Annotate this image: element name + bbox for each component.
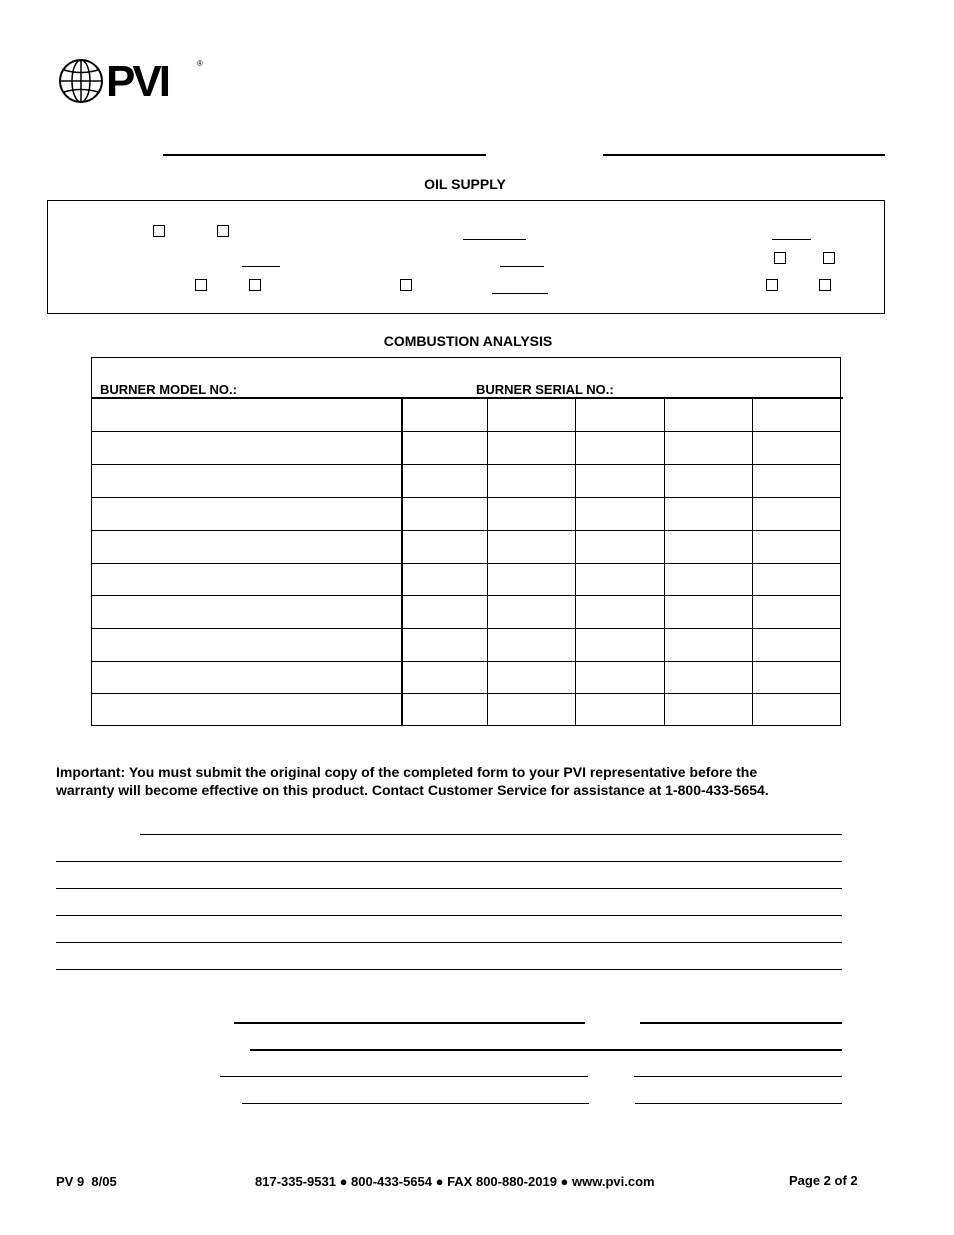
oil-supply-box — [47, 200, 885, 314]
burner-model-label: BURNER MODEL NO.: — [100, 382, 237, 397]
info-line[interactable] — [220, 1076, 588, 1077]
globe-icon — [58, 58, 104, 104]
table-row-divider — [92, 530, 840, 531]
oil-checkbox[interactable] — [217, 225, 229, 237]
table-row-divider — [92, 464, 840, 465]
logo — [56, 56, 216, 104]
comment-line[interactable] — [56, 888, 842, 889]
form-id: PV 9 8/05 — [56, 1174, 117, 1189]
table-col-divider — [487, 398, 488, 726]
contact-info: 817-335-9531 ● 800-433-5654 ● FAX 800-880-2019 ● www.pvi.com — [255, 1174, 655, 1189]
oil-field-line[interactable] — [242, 266, 280, 267]
signature-line[interactable] — [234, 1022, 585, 1024]
info-line[interactable] — [250, 1049, 842, 1051]
comment-line[interactable] — [56, 861, 842, 862]
oil-field-line[interactable] — [772, 239, 811, 240]
important-notice — [56, 763, 936, 799]
table-row-divider — [92, 497, 840, 498]
info-line[interactable] — [635, 1103, 842, 1104]
comment-line[interactable] — [56, 942, 842, 943]
oil-field-line[interactable] — [463, 239, 526, 240]
table-col-divider — [575, 398, 576, 726]
table-header-divider — [91, 397, 843, 399]
oil-checkbox[interactable] — [774, 252, 786, 264]
table-col-divider — [401, 398, 403, 726]
table-row-divider — [92, 563, 840, 564]
top-field-line-right[interactable] — [603, 154, 885, 156]
oil-checkbox[interactable] — [400, 279, 412, 291]
oil-supply-title: OIL SUPPLY — [424, 176, 506, 192]
oil-checkbox[interactable] — [153, 225, 165, 237]
logo-text: PVI — [106, 57, 168, 106]
combustion-title: COMBUSTION ANALYSIS — [383, 333, 553, 349]
important-notice-line1: Important: You must submit the original copy of the completed form to your PVI representative before the — [56, 764, 758, 780]
table-row-divider — [92, 693, 840, 694]
oil-checkbox[interactable] — [249, 279, 261, 291]
comment-line[interactable] — [140, 834, 842, 835]
table-row-divider — [92, 431, 840, 432]
comment-line[interactable] — [56, 915, 842, 916]
oil-checkbox[interactable] — [195, 279, 207, 291]
info-line[interactable] — [242, 1103, 589, 1104]
table-col-divider — [664, 398, 665, 726]
oil-checkbox[interactable] — [819, 279, 831, 291]
table-col-divider — [752, 398, 753, 726]
oil-field-line[interactable] — [500, 266, 544, 267]
combustion-table — [91, 357, 841, 726]
registered-mark: ® — [197, 59, 203, 68]
table-row-divider — [92, 628, 840, 629]
top-field-line-left[interactable] — [163, 154, 486, 156]
date-line[interactable] — [640, 1022, 842, 1024]
info-line[interactable] — [634, 1076, 842, 1077]
page-number: Page 2 of 2 — [789, 1173, 858, 1188]
table-row-divider — [92, 595, 840, 596]
oil-field-line[interactable] — [492, 293, 548, 294]
important-notice-line2: warranty will become effective on this product. Contact Customer Service for assistance at 1-800-433-5654. — [56, 782, 769, 798]
oil-checkbox[interactable] — [766, 279, 778, 291]
burner-serial-label: BURNER SERIAL NO.: — [476, 382, 614, 397]
table-row-divider — [92, 661, 840, 662]
oil-checkbox[interactable] — [823, 252, 835, 264]
comment-line[interactable] — [56, 969, 842, 970]
